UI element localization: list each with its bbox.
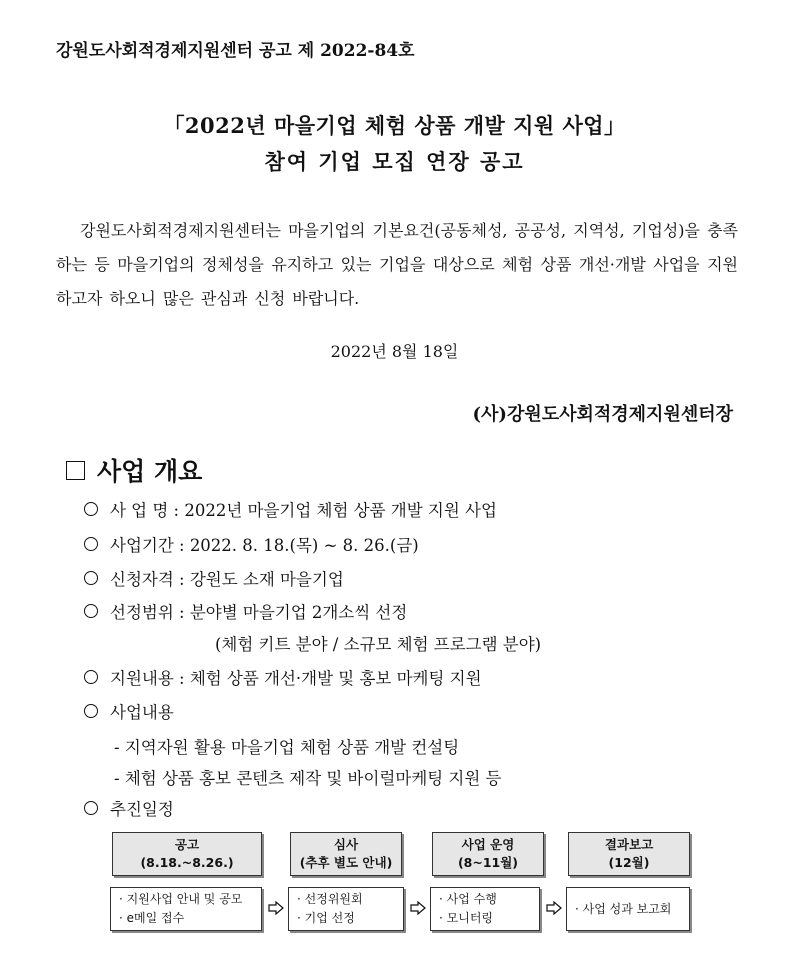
item-schedule — [84, 796, 174, 820]
arrow-right-icon — [268, 901, 284, 915]
stage-name: 공고 — [174, 837, 200, 852]
item-eligibility — [84, 566, 344, 590]
arrow-right-icon — [410, 901, 426, 915]
item-value: 강원도 소재 마을기업 — [189, 570, 344, 589]
item-value: 2022년 마을기업 체험 상품 개발 지원 사업 — [184, 501, 497, 520]
task-line: · 사업 수행 — [439, 892, 497, 906]
circle-bullet-icon — [84, 670, 98, 684]
stage-period: (추후 별도 안내) — [299, 855, 393, 870]
checkbox-square-icon — [66, 461, 85, 480]
document-title: 「2022년 마을기업 체험 상품 개발 지원 사업」 — [163, 113, 626, 138]
schedule-stage-tasks — [288, 887, 404, 931]
document-subtitle: 참여 기업 모집 연장 공고 — [264, 149, 525, 174]
intro-paragraph: 강원도사회적경제지원센터는 마을기업의 기본요건(공동체성, 공공성, 지역성, 기업성)을 충족하는 등 마을기업의 정체성을 유지하고 있는 기업을 대상으로 체험 상품 개선·개발 사업을 지원하고자 하오니 많은 관심과 신청 바랍니다. — [56, 221, 738, 308]
item-label: 사 업 명 : — [110, 501, 180, 520]
item-label: 선정범위 : — [110, 603, 185, 622]
schedule-stage-header — [112, 832, 262, 876]
item-value: 2022. 8. 18.(목) ~ 8. 26.(금) — [189, 536, 419, 555]
circle-bullet-icon — [84, 571, 98, 585]
section-heading — [66, 452, 202, 488]
item-label: 사업내용 — [110, 703, 174, 722]
item-value: 체험 상품 개선·개발 및 홍보 마케팅 지원 — [189, 669, 482, 688]
task-line: · e메일 접수 — [119, 911, 185, 925]
item-label: 사업기간 : — [110, 536, 185, 555]
issuer-name: (사)강원도사회적경제지원센터장 — [472, 404, 733, 425]
schedule-stage-tasks — [110, 887, 262, 931]
stage-period: (8.18.~8.26.) — [140, 855, 234, 870]
arrow-right-icon — [546, 901, 562, 915]
content-line: - 체험 상품 홍보 콘텐츠 제작 및 바이럴마케팅 지원 등 — [114, 769, 502, 788]
circle-bullet-icon — [84, 604, 98, 618]
task-line: · 기업 선정 — [297, 911, 355, 925]
schedule-stage-header — [568, 832, 690, 876]
section-title: 사업 개요 — [97, 457, 203, 486]
item-value: 분야별 마을기업 2개소씩 선정 — [189, 603, 408, 622]
task-line: · 지원사업 안내 및 공모 — [119, 892, 243, 906]
schedule-stage-tasks — [566, 887, 690, 931]
circle-bullet-icon — [84, 537, 98, 551]
task-line: · 선정위원회 — [297, 892, 363, 906]
item-project-content — [84, 699, 174, 723]
schedule-stage-header — [290, 832, 402, 876]
item-support-content — [84, 665, 482, 689]
scope-note: (체험 키트 분야 / 소규모 체험 프로그램 분야) — [215, 635, 542, 654]
content-line: - 지역자원 활용 마을기업 체험 상품 개발 컨설팅 — [114, 738, 460, 757]
circle-bullet-icon — [84, 704, 98, 718]
item-selection-scope — [84, 599, 407, 623]
item-project-period — [84, 532, 419, 556]
notice-number: 강원도사회적경제지원센터 공고 제 2022-84호 — [56, 41, 415, 61]
stage-period: (8~11월) — [457, 855, 519, 870]
task-line: · 모니터링 — [439, 911, 493, 925]
stage-name: 심사 — [333, 837, 359, 852]
item-project-name — [84, 497, 497, 521]
stage-name: 결과보고 — [604, 837, 654, 852]
circle-bullet-icon — [84, 502, 98, 516]
stage-period: (12월) — [608, 855, 650, 870]
schedule-stage-tasks — [430, 887, 540, 931]
item-label: 신청자격 : — [110, 570, 185, 589]
stage-name: 사업 운영 — [461, 837, 515, 852]
item-label: 지원내용 : — [110, 669, 185, 688]
schedule-stage-header — [432, 832, 544, 876]
task-line: · 사업 성과 보고회 — [575, 901, 672, 916]
announcement-date: 2022년 8월 18일 — [330, 342, 459, 361]
circle-bullet-icon — [84, 801, 98, 815]
item-label: 추진일정 — [110, 800, 174, 819]
